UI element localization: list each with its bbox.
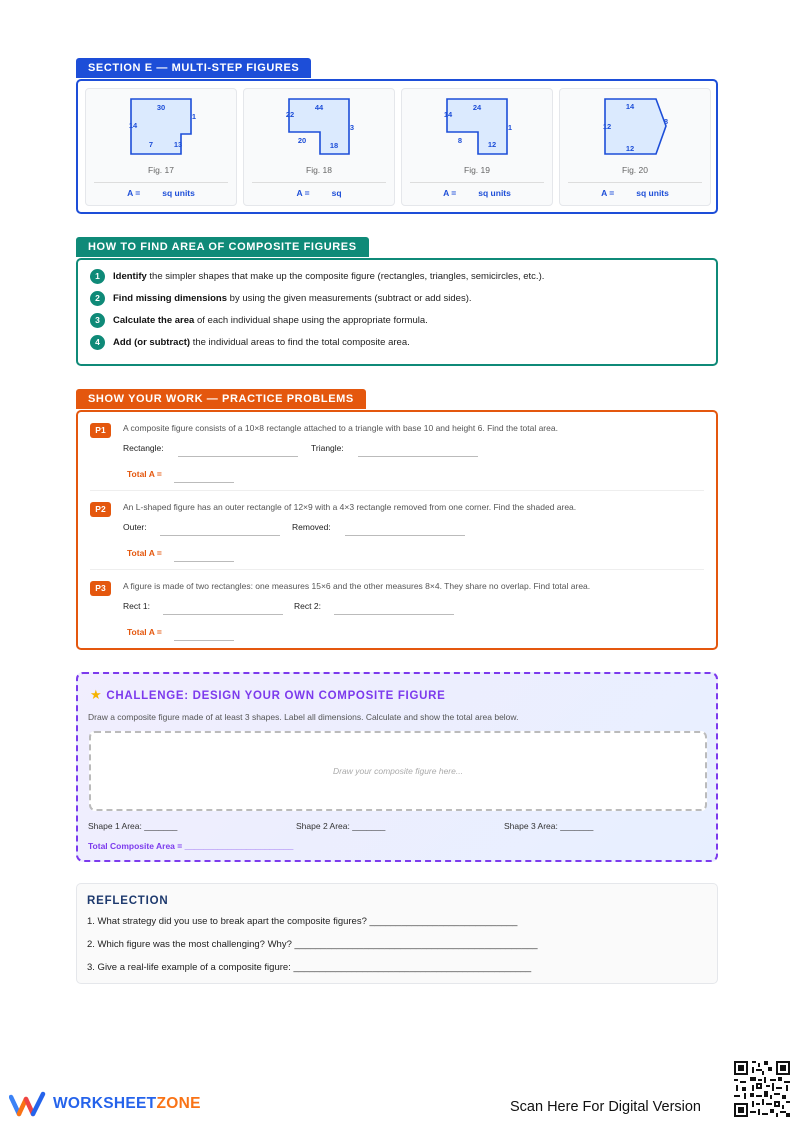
dim-label: 22: [285, 110, 295, 119]
answer-label: Triangle:: [311, 443, 344, 453]
figure-card-19: [401, 88, 553, 206]
scan-caption: Scan Here For Digital Version: [510, 1099, 701, 1115]
figure-card-20: [559, 88, 711, 206]
dim-label: 20: [297, 136, 307, 145]
reflection-panel: [76, 883, 718, 984]
dim-label: 8: [457, 136, 463, 145]
figure-caption: Fig. 17: [148, 165, 174, 175]
divider: [94, 182, 228, 183]
divider: [410, 182, 544, 183]
dim-label: 12: [487, 140, 497, 149]
practice-panel: [76, 410, 718, 650]
answer-blank[interactable]: [334, 614, 454, 615]
how-to-panel: [76, 258, 718, 366]
practice-problem-1: [78, 412, 716, 491]
dim-label: 14: [128, 121, 138, 130]
divider: [568, 182, 702, 183]
dim-label: 8: [663, 117, 669, 126]
answer-blank[interactable]: [178, 456, 298, 457]
total-label: Total A =: [127, 469, 162, 479]
step-number-badge: 4: [90, 335, 105, 350]
challenge-title-text: CHALLENGE: DESIGN YOUR OWN COMPOSITE FIGURE: [106, 690, 446, 702]
challenge-title: [90, 687, 445, 703]
dim-label: 1: [507, 123, 513, 132]
step-text: the individual areas to find the total composite area.: [190, 337, 410, 349]
area-unit: sq units: [636, 188, 669, 198]
step-number-badge: 3: [90, 313, 105, 328]
practice-problem-2: [78, 491, 716, 570]
reflection-question-2[interactable]: 2. Which figure was the most challenging? Why? ______________________________________________: [87, 939, 538, 950]
step-number-badge: 1: [90, 269, 105, 284]
answer-label: Removed:: [292, 522, 331, 532]
dim-label: 18: [329, 141, 339, 150]
dim-label: 12: [625, 144, 635, 153]
step-3: [90, 313, 428, 329]
reflection-question-3[interactable]: 3. Give a real-life example of a composite figure: _____________________________________________: [87, 962, 532, 973]
problem-badge: P2: [90, 502, 111, 517]
figure-card-17: [85, 88, 237, 206]
figure-caption: Fig. 18: [306, 165, 332, 175]
qr-code-icon[interactable]: [734, 1061, 790, 1117]
dim-label: 14: [625, 102, 635, 111]
area-unit: sq units: [478, 188, 511, 198]
answer-blank[interactable]: [358, 456, 478, 457]
star-icon: ★: [90, 687, 103, 702]
step-2: [90, 291, 472, 307]
area-prefix: A =: [601, 188, 615, 198]
figure-17-shape: [86, 89, 238, 169]
logo-text-part2: ZONE: [156, 1095, 201, 1112]
logo-wordmark: [53, 1095, 201, 1113]
dim-label: 7: [148, 140, 154, 149]
shape-3-area[interactable]: Shape 3 Area: _______: [504, 821, 594, 831]
dim-label: 3: [349, 123, 355, 132]
problem-text: A composite figure consists of a 10×8 rectangle attached to a triangle with base 10 and height 6. Find the total area.: [123, 423, 558, 433]
answer-label: Rect 2:: [294, 601, 321, 611]
step-number-badge: 2: [90, 291, 105, 306]
area-answer[interactable]: [402, 188, 552, 198]
area-prefix: A =: [296, 188, 310, 198]
step-4: [90, 335, 410, 351]
challenge-description: Draw a composite figure made of at least 3 shapes. Label all dimensions. Calculate and show the total area below.: [88, 712, 519, 722]
step-text: by using the given measurements (subtract or add sides).: [227, 293, 472, 305]
dim-label: 13: [173, 140, 183, 149]
area-prefix: A =: [127, 188, 141, 198]
figure-20-shape: [560, 89, 712, 169]
dim-label: 1: [191, 112, 197, 121]
area-unit: sq units: [162, 188, 195, 198]
dim-label: 24: [472, 103, 482, 112]
problem-badge: P3: [90, 581, 111, 596]
problem-badge: P1: [90, 423, 111, 438]
worksheetzone-logo[interactable]: [9, 1090, 209, 1118]
total-label: Total A =: [127, 548, 162, 558]
answer-blank[interactable]: [163, 614, 283, 615]
total-composite-area[interactable]: Total Composite Area = _______________________: [88, 841, 294, 851]
answer-label: Rect 1:: [123, 601, 150, 611]
dim-label: 14: [443, 110, 453, 119]
step-keyword: Identify: [113, 271, 147, 283]
practice-problem-3: [78, 570, 716, 649]
answer-label: Rectangle:: [123, 443, 164, 453]
step-1: [90, 269, 544, 285]
figure-18-shape: [244, 89, 396, 169]
logo-text-part1: WORKSHEET: [53, 1095, 157, 1112]
area-answer[interactable]: [86, 188, 236, 198]
step-keyword: Calculate the area: [113, 315, 195, 327]
divider: [252, 182, 386, 183]
section-e-panel: [76, 79, 718, 214]
section-e-title: SECTION E — MULTI-STEP FIGURES: [76, 58, 311, 78]
figure-caption: Fig. 20: [622, 165, 648, 175]
reflection-question-1[interactable]: 1. What strategy did you use to break apart the composite figures? ____________________________: [87, 916, 518, 927]
dim-label: 12: [602, 122, 612, 131]
total-blank[interactable]: [174, 482, 234, 483]
shape-2-area[interactable]: Shape 2 Area: _______: [296, 821, 386, 831]
total-blank[interactable]: [174, 640, 234, 641]
reflection-title: REFLECTION: [87, 895, 169, 907]
area-prefix: A =: [443, 188, 457, 198]
answer-blank[interactable]: [345, 535, 465, 536]
answer-blank[interactable]: [160, 535, 280, 536]
drawing-area[interactable]: [89, 731, 707, 811]
how-to-title: HOW TO FIND AREA OF COMPOSITE FIGURES: [76, 237, 369, 257]
dim-label: 30: [156, 103, 166, 112]
logo-mark-icon: [9, 1090, 49, 1118]
step-keyword: Find missing dimensions: [113, 293, 228, 305]
figure-card-18: [243, 88, 395, 206]
answer-label: Outer:: [123, 522, 147, 532]
step-text: the simpler shapes that make up the composite figure (rectangles, triangles, semicircles, etc.).: [146, 271, 545, 283]
practice-title: SHOW YOUR WORK — PRACTICE PROBLEMS: [76, 389, 366, 409]
step-text: of each individual shape using the appropriate formula.: [194, 315, 428, 327]
drawing-placeholder: Draw your composite figure here...: [333, 766, 463, 776]
problem-text: A figure is made of two rectangles: one measures 15×6 and the other measures 8×4. They share no overlap. Find total area.: [123, 581, 591, 591]
area-unit: sq: [331, 188, 342, 198]
total-blank[interactable]: [174, 561, 234, 562]
dim-label: 44: [314, 103, 324, 112]
problem-text: An L-shaped figure has an outer rectangle of 12×9 with a 4×3 rectangle removed from one corner. Find the shaded area.: [123, 502, 577, 512]
area-answer[interactable]: [244, 188, 394, 198]
area-answer[interactable]: [560, 188, 710, 198]
shape-1-area[interactable]: Shape 1 Area: _______: [88, 821, 178, 831]
figure-caption: Fig. 19: [464, 165, 490, 175]
total-label: Total A =: [127, 627, 162, 637]
figure-19-shape: [402, 89, 554, 169]
step-keyword: Add (or subtract): [113, 337, 191, 349]
challenge-panel: [76, 672, 718, 862]
